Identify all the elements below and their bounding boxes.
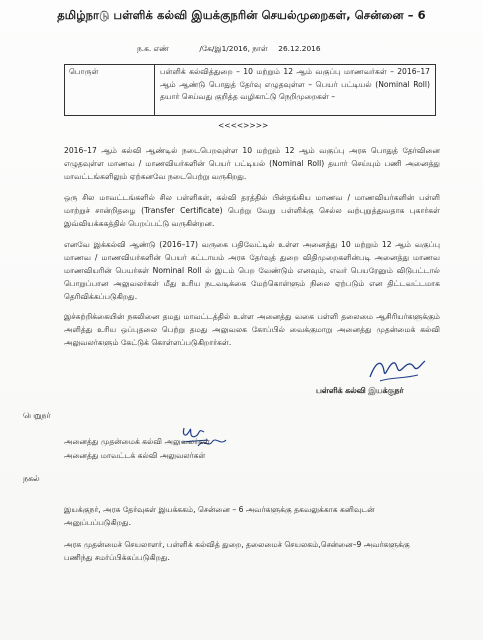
recipient-item-2: அனைத்து மாவட்டக் கல்வி அலுவலர்கள் (64, 451, 206, 460)
page-title: தமிழ்நாடு பள்ளிக் கல்வி இயக்குநரின் செயல்முறைகள், சென்னை – 6 (57, 8, 426, 22)
subject-box (64, 64, 436, 116)
recipient-item-1: அனைத்து முதன்மைக் கல்வி அலுவலர்கள் (64, 437, 210, 446)
recipients-label: பெறுநர் (23, 411, 51, 420)
copy-item-1: இயக்குநர், அரசு தேர்வுகள் இயக்ககம், சென்னை – 6 அவர்களுக்கு தகவலுக்காக கனிவுடன் அனுப்பப்படுகிறது. (64, 505, 375, 527)
subject-text: பள்ளிக் கல்வித்துறை – 10 மற்றும் 12 ஆம் வகுப்பு மாணவர்கள் – 2016–17 ஆம் ஆண்டு பொதுத் தேர்வு எழுதவுள்ள – பெயர் பட்டியல் (Nominal Roll) தயார் செய்வது குறித்த வழிகாட்டு நெறிமுறைகள் – (160, 67, 430, 101)
copy-label: நகல் (23, 474, 40, 483)
copy-item-2: அரசு முதன்மைச் செயலாளர், பள்ளிக் கல்வித் துறை, தலைமைச் செயலகம்,சென்னை–9 அவர்களுக்கு பணிந்து சமர்ப்பிக்கப்படுகிறது. (64, 540, 410, 562)
separator: <<<<>>>> (218, 121, 269, 130)
signer-designation: பள்ளிக் கல்வி இயக்குநர் (316, 386, 404, 395)
reference-line (137, 44, 321, 54)
subject-label: பொருள் (65, 65, 155, 115)
reference-prefix: ந.க. எண் (137, 44, 169, 53)
reference-number: /கே/இ1/2016, நாள் (199, 44, 268, 53)
paragraph-4: இச்சுற்றிக்கையின் நகலினை தமது மாவட்டத்தில் உள்ள அனைத்து வகை பள்ளி தலைமை ஆசிரியர்களுக்கும் அளித்து உரிய ஒப்புதலை பெற்று தமது அலுவலக கோப்பில் வைக்குமாறு அனைத்து முதன்மைக் கல்வி அலுவலர்களும் கேட்டுக் கொள்ளப்படுகிறார்கள். (64, 312, 440, 347)
paragraph-1: 2016–17 ஆம் கல்வி ஆண்டில் நடைபெறவுள்ள 10 மற்றும் 12 ஆம் வகுப்பு அரசு பொதுத் தேர்வினை எழுதவுள்ள மாணவ / மாணவியர்களின் பெயர் பட்டியல் (Nominal Roll) தயார் செய்யும் பணி அனைத்து மாவட்டங்களிலும் ஏற்கனவே நடைபெற்று வருகிறது. (64, 146, 440, 181)
reference-date: 26.12.2016 (278, 44, 321, 53)
paragraph-2: ஒரு சில மாவட்டங்களில் சில பள்ளிகள், கல்வி தரத்தில் பின்தங்கிய மாணவ / மாணவியர்களின் பள்ளி மாற்றுச் சான்றிதழை (Transfer Certificate) பெற்று வேறு பள்ளிக்கு செல்ல வற்புறுத்துவதாக புகார்கள் இவ்வியக்ககத்தில் பெறப்பட்டு வருகின்றன. (64, 193, 440, 228)
paragraph-3: எனவே இக்கல்வி ஆண்டு (2016–17) வருகை பதிவேட்டில் உள்ள அனைத்து 10 மற்றும் 12 ஆம் வகுப்பு மாணவ / மாணவியர்களின் பெயர் கட்டாயம் அரசு தேர்வுத் துறை விதிமுறைகளின்படி அனைத்து மாணவ மாணவியரின் பெயர்கள் Nominal Roll ல் இடம் பெற வேண்டும் எனவும், எவர் பெயரேனும் விடுபட்டால் பொறுப்பான அலுவலர்கள் மீது உரிய நடவடிக்கை மேற்கொள்ளும் நிலை ஏற்படும் என திட்டவட்டமாக தெரிவிக்கப்படுகிறது. (64, 240, 440, 301)
